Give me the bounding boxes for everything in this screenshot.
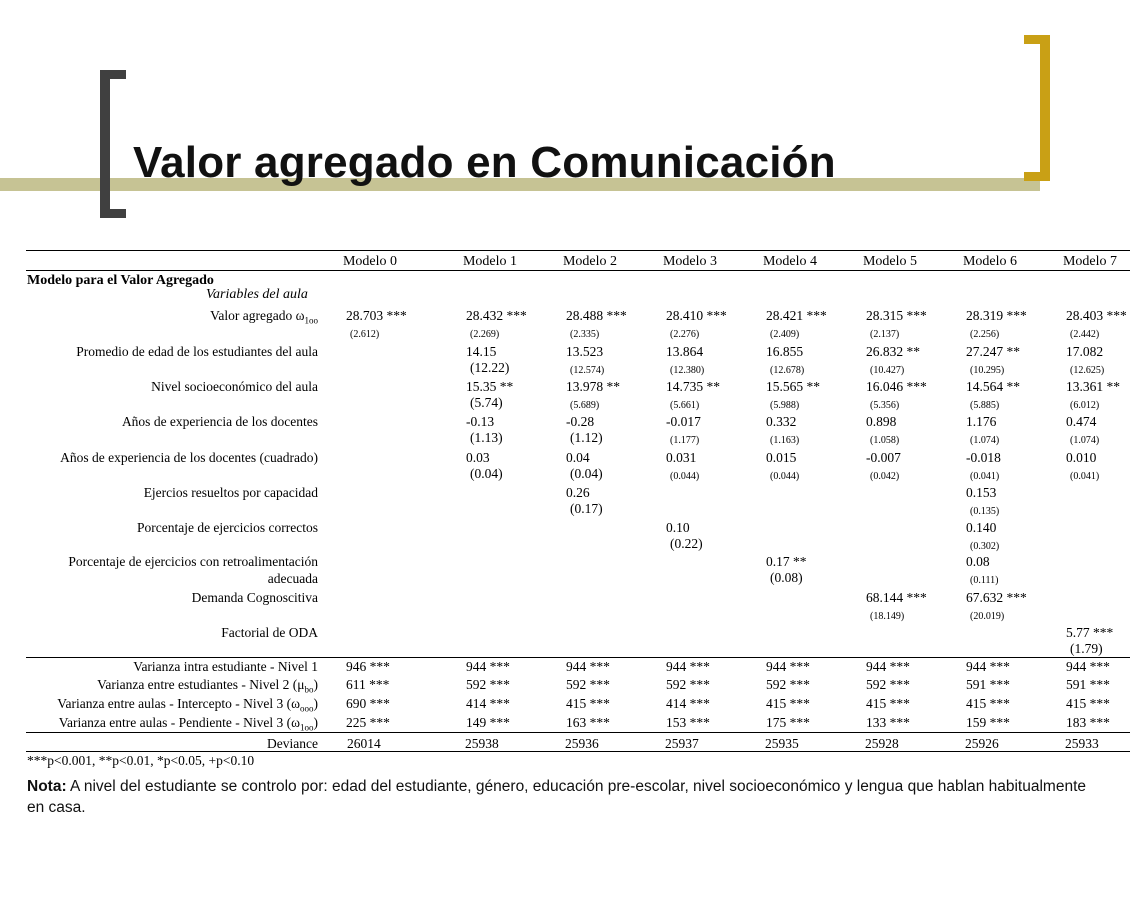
se-cell: (20.019) bbox=[970, 611, 1005, 622]
row-label bbox=[60, 450, 318, 466]
se-cell: (1.177) bbox=[670, 435, 700, 446]
se-cell: (5.689) bbox=[570, 400, 600, 411]
deviance-cell: 25933 bbox=[1065, 736, 1099, 751]
variance-cell: 414 *** bbox=[466, 696, 510, 711]
coef-cell: 28.488 *** bbox=[566, 308, 627, 323]
se-cell: (12.678) bbox=[770, 365, 805, 376]
se-cell: (1.163) bbox=[770, 435, 800, 446]
se-cell: (0.044) bbox=[770, 471, 800, 482]
deviance-label: Deviance bbox=[267, 736, 318, 751]
table-rule-random-top bbox=[26, 657, 1130, 658]
random-row-label-subscript: 1oo bbox=[300, 722, 314, 733]
variance-cell: 175 *** bbox=[766, 715, 810, 730]
right-bracket-vertical bbox=[1040, 35, 1050, 181]
coef-cell: 0.898 bbox=[866, 414, 897, 429]
coef-cell: 15.35 ** bbox=[466, 379, 514, 394]
coef-cell: 0.015 bbox=[766, 450, 797, 465]
row-label-subscript: 1oo bbox=[304, 315, 318, 326]
variance-cell: 944 *** bbox=[766, 659, 810, 674]
variance-cell: 225 *** bbox=[346, 715, 390, 730]
variance-cell: 944 *** bbox=[866, 659, 910, 674]
se-cell: (2.276) bbox=[670, 329, 700, 340]
deviance-cell: 25936 bbox=[565, 736, 599, 751]
column-header: Modelo 2 bbox=[562, 254, 618, 269]
random-row-label-subscript: ooo bbox=[300, 703, 314, 714]
coef-cell: 13.978 ** bbox=[566, 379, 620, 394]
coef-cell: 16.046 *** bbox=[866, 379, 927, 394]
coef-cell: -0.13 bbox=[466, 414, 495, 429]
variance-cell: 183 *** bbox=[1066, 715, 1110, 730]
variance-cell: 944 *** bbox=[566, 659, 610, 674]
se-cell: (2.137) bbox=[870, 329, 900, 340]
variance-cell: 592 *** bbox=[566, 677, 610, 692]
random-row-label-text: Varianza entre aulas - Pendiente - Nivel 3 (ω bbox=[58, 715, 300, 730]
se-cell: (0.17) bbox=[570, 501, 603, 516]
row-label-text: Ejercios resueltos por capacidad bbox=[143, 485, 318, 500]
coef-cell: 28.410 *** bbox=[666, 308, 727, 323]
row-label-text: Porcentaje de ejercicios con retroalimentación bbox=[68, 554, 318, 569]
random-row-label-text: Varianza entre estudiantes - Nivel 2 (μ bbox=[97, 677, 305, 692]
coef-cell: 0.140 bbox=[966, 520, 997, 535]
se-cell: (0.302) bbox=[970, 541, 1000, 552]
variance-cell: 944 *** bbox=[466, 659, 510, 674]
se-cell: (2.612) bbox=[350, 329, 380, 340]
variance-cell: 591 *** bbox=[1066, 677, 1110, 692]
coef-cell: 27.247 ** bbox=[966, 344, 1020, 359]
coef-cell: 13.361 ** bbox=[1066, 379, 1120, 394]
variance-cell: 415 *** bbox=[866, 696, 910, 711]
coef-cell: -0.007 bbox=[866, 450, 901, 465]
column-header: Modelo 5 bbox=[862, 254, 918, 269]
se-cell: (0.041) bbox=[970, 471, 1000, 482]
coef-cell: -0.017 bbox=[666, 414, 701, 429]
se-cell: (12.574) bbox=[570, 365, 605, 376]
variance-cell: 415 *** bbox=[566, 696, 610, 711]
table-rule-top bbox=[26, 250, 1130, 251]
random-row-label bbox=[57, 696, 318, 717]
variance-cell: 159 *** bbox=[966, 715, 1010, 730]
variance-cell: 153 *** bbox=[666, 715, 710, 730]
row-label bbox=[68, 554, 318, 570]
section-title: Modelo para el Valor Agregado bbox=[27, 273, 214, 288]
row-label bbox=[137, 520, 318, 536]
coef-cell: 0.332 bbox=[766, 414, 797, 429]
variance-cell: 690 *** bbox=[346, 696, 390, 711]
se-cell: (12.625) bbox=[1070, 365, 1105, 376]
coef-cell: 28.319 *** bbox=[966, 308, 1027, 323]
random-row-label-close: ) bbox=[313, 696, 318, 711]
coef-cell: 14.735 ** bbox=[666, 379, 720, 394]
se-cell: (0.044) bbox=[670, 471, 700, 482]
variance-cell: 944 *** bbox=[966, 659, 1010, 674]
coef-cell: 17.082 bbox=[1066, 344, 1104, 359]
right-bracket-bottom bbox=[1024, 172, 1050, 181]
coef-cell: 0.03 bbox=[466, 450, 490, 465]
row-label-text: Nivel socioeconómico del aula bbox=[151, 379, 318, 394]
coef-cell: 67.632 *** bbox=[966, 590, 1027, 605]
coef-cell: 28.421 *** bbox=[766, 308, 827, 323]
coef-cell: 28.703 *** bbox=[346, 308, 407, 323]
row-label-line2: adecuada bbox=[267, 571, 318, 586]
se-cell: (6.012) bbox=[1070, 400, 1100, 411]
se-cell: (0.111) bbox=[970, 575, 999, 586]
random-row-label-text: Varianza entre aulas - Intercepto - Nivel 3 (ω bbox=[57, 696, 300, 711]
slide-title: Valor agregado en Comunicación bbox=[133, 138, 836, 187]
se-cell: (1.13) bbox=[470, 430, 503, 445]
coef-cell: 0.08 bbox=[966, 554, 990, 569]
row-label bbox=[151, 379, 318, 395]
coef-cell: 26.832 ** bbox=[866, 344, 920, 359]
se-cell: (10.427) bbox=[870, 365, 905, 376]
se-cell: (2.256) bbox=[970, 329, 1000, 340]
coef-cell: 28.403 *** bbox=[1066, 308, 1127, 323]
variance-cell: 946 *** bbox=[346, 659, 390, 674]
se-cell: (2.335) bbox=[570, 329, 600, 340]
coef-cell: 15.565 ** bbox=[766, 379, 820, 394]
coef-cell: 68.144 *** bbox=[866, 590, 927, 605]
se-cell: (1.074) bbox=[970, 435, 1000, 446]
variance-cell: 611 *** bbox=[346, 677, 390, 692]
deviance-cell: 25935 bbox=[765, 736, 799, 751]
variance-cell: 133 *** bbox=[866, 715, 910, 730]
variance-cell: 944 *** bbox=[666, 659, 710, 674]
se-cell: (0.042) bbox=[870, 471, 900, 482]
coef-cell: 0.04 bbox=[566, 450, 590, 465]
column-header: Modelo 3 bbox=[662, 254, 718, 269]
random-row-label bbox=[97, 677, 318, 698]
coef-cell: 13.523 bbox=[566, 344, 604, 359]
variance-cell: 592 *** bbox=[766, 677, 810, 692]
se-cell: (5.356) bbox=[870, 400, 900, 411]
row-label-text: Años de experiencia de los docentes bbox=[121, 414, 318, 429]
deviance-cell: 25928 bbox=[865, 736, 899, 751]
se-cell: (1.12) bbox=[570, 430, 603, 445]
row-label-text: Promedio de edad de los estudiantes del aula bbox=[76, 344, 318, 359]
variance-cell: 415 *** bbox=[766, 696, 810, 711]
random-row-label-subscript: bo bbox=[304, 684, 314, 695]
se-cell: (1.79) bbox=[1070, 641, 1103, 656]
row-label bbox=[76, 344, 318, 360]
se-cell: (2.409) bbox=[770, 329, 800, 340]
coef-cell: 0.17 ** bbox=[766, 554, 807, 569]
coef-cell: 0.474 bbox=[1066, 414, 1097, 429]
se-cell: (5.661) bbox=[670, 400, 700, 411]
se-cell: (0.04) bbox=[570, 466, 603, 481]
variance-cell: 591 *** bbox=[966, 677, 1010, 692]
row-label-text: Demanda Cognoscitiva bbox=[191, 590, 318, 605]
random-row-label bbox=[133, 659, 318, 675]
coef-cell: 0.153 bbox=[966, 485, 997, 500]
row-label-text: Valor agregado ω bbox=[210, 308, 305, 323]
se-cell: (12.22) bbox=[470, 360, 510, 375]
variance-cell: 944 *** bbox=[1066, 659, 1110, 674]
variance-cell: 592 *** bbox=[866, 677, 910, 692]
note-label: Nota: bbox=[27, 778, 67, 795]
row-label-text: Porcentaje de ejercicios correctos bbox=[136, 520, 318, 535]
variance-cell: 592 *** bbox=[666, 677, 710, 692]
variance-cell: 415 *** bbox=[1066, 696, 1110, 711]
coef-cell: 0.031 bbox=[666, 450, 697, 465]
deviance-cell: 25926 bbox=[965, 736, 999, 751]
random-row-label-close: ) bbox=[313, 715, 318, 730]
row-label-text: Factorial de ODA bbox=[221, 625, 318, 640]
random-row-label-text: Varianza intra estudiante - Nivel 1 bbox=[133, 659, 318, 674]
deviance-cell: 25938 bbox=[465, 736, 499, 751]
se-cell: (0.04) bbox=[470, 466, 503, 481]
coef-cell: -0.018 bbox=[966, 450, 1001, 465]
coef-cell: -0.28 bbox=[566, 414, 595, 429]
variance-cell: 592 *** bbox=[466, 677, 510, 692]
table-rule-header bbox=[26, 270, 1130, 271]
se-cell: (10.295) bbox=[970, 365, 1005, 376]
row-label-text: Años de experiencia de los docentes (cuadrado) bbox=[60, 450, 318, 465]
se-cell: (0.041) bbox=[1070, 471, 1100, 482]
coef-cell: 0.26 bbox=[566, 485, 590, 500]
right-bracket-top bbox=[1024, 35, 1050, 44]
se-cell: (5.988) bbox=[770, 400, 800, 411]
column-header: Modelo 0 bbox=[342, 254, 398, 269]
coef-cell: 14.15 bbox=[466, 344, 497, 359]
coef-cell: 14.564 ** bbox=[966, 379, 1020, 394]
coef-cell: 28.315 *** bbox=[866, 308, 927, 323]
column-header: Modelo 7 bbox=[1062, 254, 1118, 269]
se-cell: (5.74) bbox=[470, 395, 503, 410]
se-cell: (0.08) bbox=[770, 570, 803, 585]
se-cell: (12.380) bbox=[670, 365, 705, 376]
left-bracket-top bbox=[100, 70, 126, 79]
column-header: Modelo 1 bbox=[462, 254, 518, 269]
se-cell: (1.074) bbox=[1070, 435, 1100, 446]
se-cell: (18.149) bbox=[870, 611, 905, 622]
variance-cell: 414 *** bbox=[666, 696, 710, 711]
coef-cell: 16.855 bbox=[766, 344, 804, 359]
row-label bbox=[122, 414, 318, 430]
se-cell: (0.135) bbox=[970, 506, 1000, 517]
random-row-label-close: ) bbox=[313, 677, 318, 692]
row-label bbox=[192, 590, 318, 606]
coef-cell: 13.864 bbox=[666, 344, 704, 359]
se-cell: (5.885) bbox=[970, 400, 1000, 411]
note-text: A nivel del estudiante se controlo por: edad del estudiante, género, educación pre-escolar, nivel socioeconómico y lengua que hablan habitualmente en casa. bbox=[27, 778, 1086, 816]
significance-note: ***p<0.001, **p<0.01, *p<0.05, +p<0.10 bbox=[27, 753, 255, 768]
row-label bbox=[221, 625, 318, 641]
deviance-cell: 25937 bbox=[665, 736, 699, 751]
column-header: Modelo 6 bbox=[962, 254, 1018, 269]
se-cell: (2.269) bbox=[470, 329, 500, 340]
left-bracket-vertical bbox=[100, 70, 110, 218]
coef-cell: 28.432 *** bbox=[466, 308, 527, 323]
coef-cell: 0.10 bbox=[666, 520, 690, 535]
coef-cell: 5.77 *** bbox=[1066, 625, 1114, 640]
se-cell: (1.058) bbox=[870, 435, 900, 446]
deviance-cell: 26014 bbox=[347, 736, 381, 751]
column-header: Modelo 4 bbox=[762, 254, 818, 269]
row-label bbox=[210, 308, 318, 329]
note-paragraph bbox=[27, 776, 1107, 818]
coef-cell: 1.176 bbox=[966, 414, 997, 429]
se-cell: (0.22) bbox=[670, 536, 703, 551]
row-label bbox=[144, 485, 318, 501]
variance-cell: 149 *** bbox=[466, 715, 510, 730]
subsection-title: Variables del aula bbox=[206, 287, 308, 302]
coef-cell: 0.010 bbox=[1066, 450, 1097, 465]
se-cell: (2.442) bbox=[1070, 329, 1100, 340]
variance-cell: 415 *** bbox=[966, 696, 1010, 711]
left-bracket-bottom bbox=[100, 209, 126, 218]
random-row-label bbox=[59, 715, 318, 736]
variance-cell: 163 *** bbox=[566, 715, 610, 730]
